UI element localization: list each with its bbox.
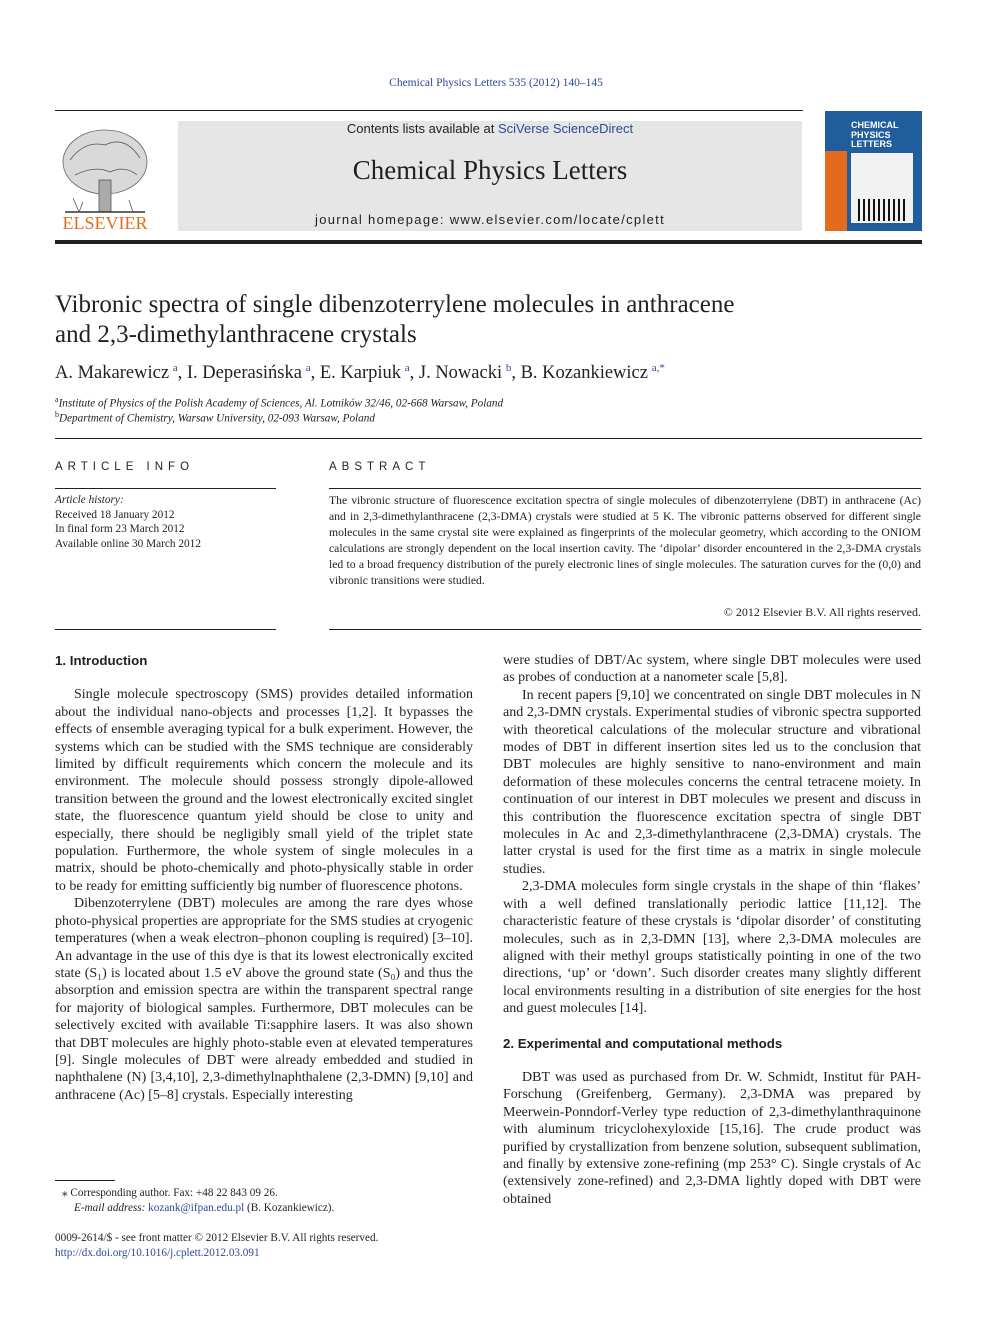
header-thick-rule <box>55 240 922 244</box>
author: E. Karpiuk <box>319 363 402 384</box>
elsevier-wordmark: ELSEVIER <box>62 213 148 232</box>
author-affiliation-mark[interactable]: a,* <box>651 362 665 374</box>
divider <box>329 629 921 630</box>
abstract-text: The vibronic structure of fluorescence excitation spectra of single molecules of dibenzoterrylene (DBT) in anthracene (Ac) and in 2,3-dimethylanthracene (2,3-DMA) crystals were studied at 5 K. The vibronic patterns observed for different single molecules in the same crystal site were explained as fingerprints of the molecular geometry, which according to the ONIOM calculations are strongly dependent on the local insertion cavity. The ‘dipolar’ disorder encountered in the 2,3-DMA crystals led to a broad frequency distribution of the purely electronic lines of single molecules. The saturation curves for the (0,0) and vibronic transitions were studied. <box>329 494 921 587</box>
abstract-heading: ABSTRACT <box>329 461 431 473</box>
affiliation-a <box>55 395 503 410</box>
divider <box>55 488 276 489</box>
divider <box>55 629 276 630</box>
footnote-rule <box>55 1180 115 1181</box>
online-date: Available online 30 March 2012 <box>55 537 201 550</box>
body-column-left <box>55 652 473 1104</box>
footnotes <box>62 1186 472 1216</box>
affiliation-text: Institute of Physics of the Polish Academy of Sciences, Al. Lotników 32/46, 02-668 Warsaw, Poland <box>58 397 504 410</box>
section-heading: 2. Experimental and computational methods <box>503 1035 783 1051</box>
divider <box>55 438 922 439</box>
paragraph: In recent papers [9,10] we concentrated on single DBT molecules in N and 2,3-DMN crystals. Experimental studies of vibronic spectra supported with theoretical calculations of the molecular structure and vibrational modes of DBT in different insertion sites led us to the conclusion that DBT molecules are highly sensitive to nano-environment and main deformation of these molecules concerns the central tetracene moiety. In continuation of our interest in DBT molecules we present and discuss in this contribution the fluorescence excitation spectra of single DBT molecules in Ac and 2,3-dimethylanthracene (2,3-DMA) crystals. The latter crystal is used for the first time as a matrix in single molecule studies. <box>503 687 921 877</box>
header-rule <box>55 110 803 111</box>
article-history <box>55 493 275 551</box>
corresponding-author-note: ⁎ Corresponding author. Fax: +48 22 843 09 26. <box>62 1187 278 1199</box>
elsevier-tree-icon <box>55 120 155 232</box>
journal-title: Chemical Physics Letters <box>352 155 628 185</box>
cover-title: CHEMICAL PHYSICS LETTERS <box>851 120 899 149</box>
contents-prefix: Contents lists available at <box>346 121 498 136</box>
author: B. Kozankiewicz <box>520 363 648 384</box>
email-suffix: (B. Kozankiewicz). <box>244 1202 335 1214</box>
final-form-date: In final form 23 March 2012 <box>55 523 185 535</box>
journal-homepage[interactable]: journal homepage: www.elsevier.com/locate/cplett <box>315 212 665 227</box>
author-affiliation-mark[interactable]: b <box>505 362 512 374</box>
elsevier-logo <box>55 120 155 232</box>
cover-orange-stripe <box>825 151 847 231</box>
journal-cover-thumbnail <box>825 111 922 231</box>
email-note <box>62 1201 472 1216</box>
history-label: Article history: <box>55 494 124 506</box>
section-heading: 1. Introduction <box>55 653 148 668</box>
affiliation-text: Department of Chemistry, Warsaw University, 02-093 Warsaw, Poland <box>59 412 375 425</box>
article-title-line1: Vibronic spectra of single dibenzoterrylene molecules in anthracene <box>55 291 735 318</box>
contents-line <box>178 121 802 136</box>
author-affiliation-mark[interactable]: a <box>305 362 311 374</box>
journal-citation[interactable]: Chemical Physics Letters 535 (2012) 140–145 <box>389 77 603 89</box>
article-title <box>55 290 915 350</box>
email-label: E-mail address: <box>74 1202 146 1214</box>
paragraph: were studies of DBT/Ac system, where single DBT molecules were used as probes of conduction at a nanometer scale [5,8]. <box>503 653 921 686</box>
author-affiliation-mark[interactable]: a <box>172 362 178 374</box>
doi-link[interactable]: http://dx.doi.org/10.1016/j.cplett.2012.03.091 <box>55 1247 260 1259</box>
front-matter <box>55 1231 475 1261</box>
affiliation-b <box>55 410 375 425</box>
body-column-right <box>503 652 921 1208</box>
received-date: Received 18 January 2012 <box>55 508 175 521</box>
author-list: A. Makarewicz $^a$, I. Deperasińska $^a$, E. Karpiuk $^a$, J. Nowacki $^b$, B. Kozankiewicz $^{a,*}$ <box>55 362 665 384</box>
copyright-notice: © 2012 Elsevier B.V. All rights reserved. <box>723 605 921 619</box>
affiliation-mark: a <box>55 395 59 404</box>
affiliation-mark: b <box>55 410 59 419</box>
issn-line: 0009-2614/$ - see front matter © 2012 Elsevier B.V. All rights reserved. <box>55 1232 379 1244</box>
divider <box>329 488 921 489</box>
article-title-line2: and 2,3-dimethylanthracene crystals <box>55 321 417 348</box>
cover-spectrum-graphic <box>858 199 906 221</box>
paragraph: 2,3-DMA molecules form single crystals in the shape of thin ‘flakes’ with a well defined translationally periodic lattice [11,12]. The characteristic feature of these crystals is ‘dipolar disorder’ of constituting molecules, such as in 2,3-DMN [13], where 2,3-DMA molecules are aligned with their methyl groups statistically pointing in one of the two directions, ‘up’ or ‘down’. Such disorder creates many slightly different local environments resulting in a distribution of site energies for the host and guest molecules [14]. <box>503 879 921 1017</box>
paragraph: Dibenzoterrylene (DBT) molecules are among the rare dyes whose photo-physical properties are appropriate for the SMS studies at cryogenic temperatures (when a weak electron–phonon coupling is required) [3–10]. An advantage in the use of this dye is that its lowest electronically excited state (S₁) is located about 1.5 eV above the ground state (S₀) and thus the absorption and emission spectra are within the transparent spectral range for majority of biological samples. Furthermore, DBT molecules can be selectively excited with available Ti:sapphire lasers. It was also shown that DBT molecules are highly photo-stable even at elevated temperatures [9]. Single molecules of DBT were already embedded and studied in naphthalene (N) [3,4,10], 2,3-dimethylnaphthalene (2,3-DMN) [9,10] and anthracene (Ac) [5–8] crystals. Especially interesting <box>55 896 473 1103</box>
author: I. Deperasińska <box>186 363 302 384</box>
author-affiliation-mark[interactable]: a <box>404 362 410 374</box>
author: J. Nowacki <box>418 363 503 384</box>
paragraph: Single molecule spectroscopy (SMS) provides detailed information about the individual nano-objects and processes [1,2]. It bypasses the effects of ensemble averaging typical for a bulk experiment. However, the systems which can be studied with the SMS technique are considerably limited by difficult requirements which concern the molecule and its environment. The molecule should possess strongly dipole-allowed transition between the ground and the lowest electronically excited singlet state, the fluorescence quantum yield should be close to unity and especially, there should be negligibly small yield of the triplet state population. Furthermore, the whole system of single molecules in a matrix, should be photo-chemically and photo-physically stable in order to be ready for emitting sufficiently big number of fluorescence photons. <box>55 687 473 894</box>
email-link[interactable]: kozank@ifpan.edu.pl <box>148 1202 245 1214</box>
article-info-heading: ARTICLE INFO <box>55 461 195 473</box>
author: A. Makarewicz <box>55 363 170 384</box>
sciencedirect-link[interactable]: SciVerse ScienceDirect <box>497 121 634 136</box>
paragraph: DBT was used as purchased from Dr. W. Schmidt, Institut für PAH-Forschung (Greifenberg, Germany). 2,3-DMA was prepared by Meerwein-Ponndorf-Verley type reduction of 2,3-dimethylanthraquinone with aluminum tricyclohexyloxide [15,16]. The crude product was purified by crystallization from benzene solution, subsequent sublimation, and finally by extensive zone-refining (mp 253° C). Single crystals of Ac (extensively zone-refined) and 2,3-DMA lightly doped with DBT were obtained <box>503 1069 921 1207</box>
